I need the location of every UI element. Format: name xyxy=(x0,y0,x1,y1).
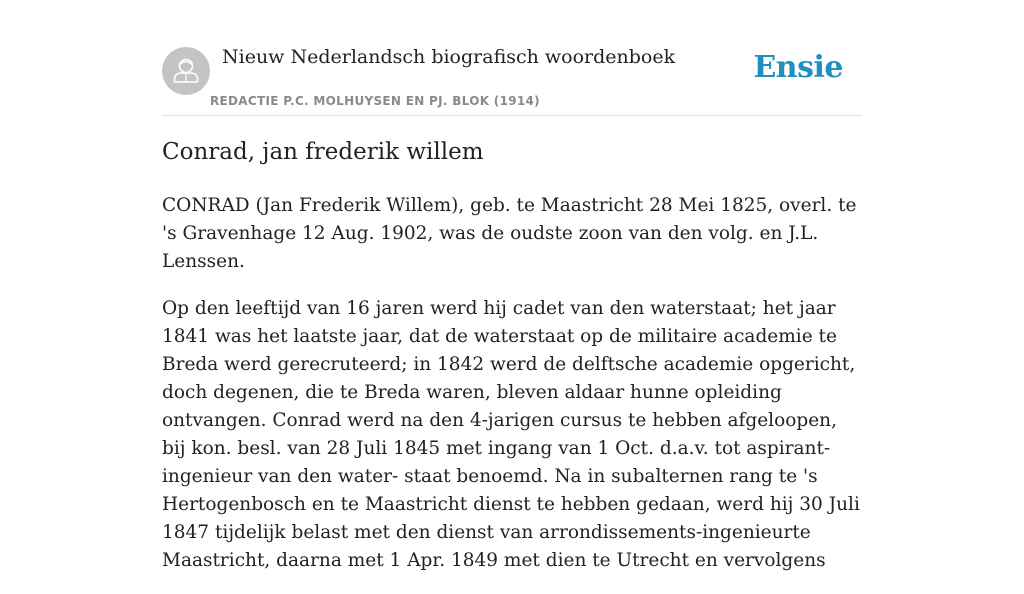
source-editors: REDACTIE P.C. MOLHUYSEN EN PJ. BLOK (1914) xyxy=(210,94,540,108)
article-paragraph: Op den leeftijd van 16 jaren werd hij cadet van den waterstaat; het jaar 1841 was het laatste jaar, dat de waterstaat op de militaire academie te Breda werd gerecruteerd; in 1842 werd de delftsche academie opgericht, doch degenen, die te Breda waren, bleven aldaar hunne opleiding ontvangen. Conrad werd na den 4-jarigen cursus te hebben afgeloopen, bij kon. besl. van 28 Juli 1845 met ingang van 1 Oct. d.a.v. tot aspirant-ingenieur van den water- staat benoemd. Na in subalternen rang te 's Hertogenbosch en te Maastricht dienst te hebben gedaan, werd hij 30 Juli 1847 tijdelijk belast met den dienst van arrondissements-ingenieurte Maastricht, daarna met 1 Apr. 1849 met dien te Utrecht en vervolgens xyxy=(162,298,860,571)
avatar xyxy=(162,47,210,95)
source-title[interactable]: Nieuw Nederlandsch biografisch woordenboek xyxy=(222,46,676,68)
article-body xyxy=(162,192,862,594)
source-header xyxy=(162,44,862,116)
user-icon xyxy=(162,47,210,95)
article-title: Conrad, jan frederik willem xyxy=(162,139,484,165)
ensie-logo[interactable]: Ensie xyxy=(753,50,843,85)
article-paragraph: CONRAD (Jan Frederik Willem), geb. te Maastricht 28 Mei 1825, overl. te 's Gravenhage 12 Aug. 1902, was de oudste zoon van den volg. en J.L. Lenssen. xyxy=(162,195,857,272)
